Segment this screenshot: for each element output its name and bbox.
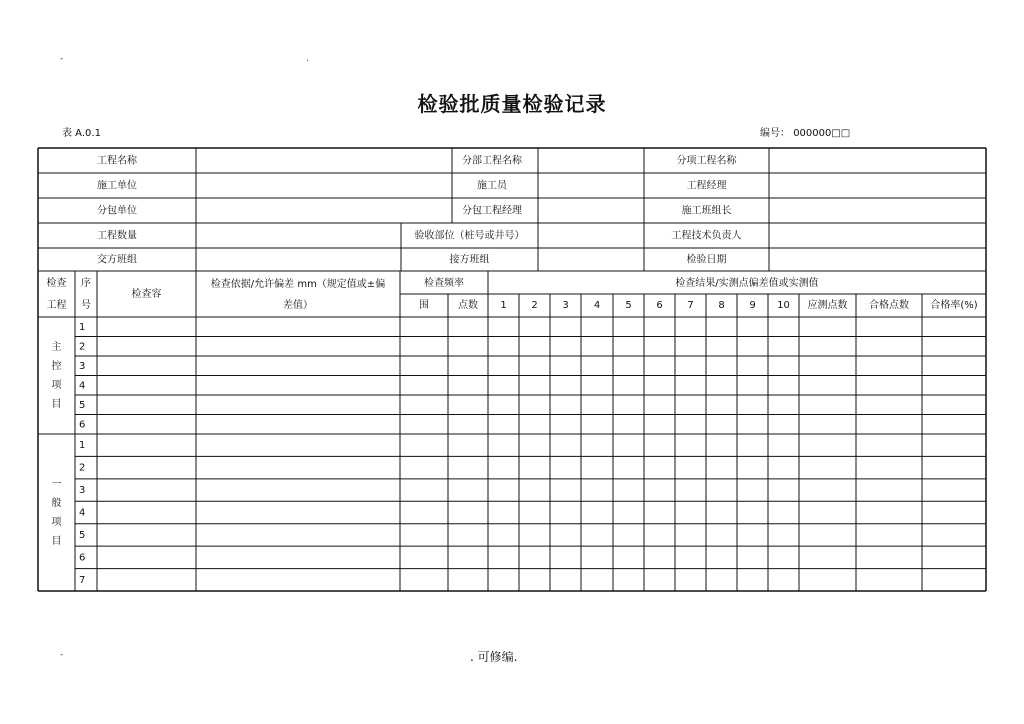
- header-seq-2: 号: [81, 300, 91, 311]
- header-point-2: 2: [531, 300, 538, 311]
- info-label-4-1: 接方班组: [449, 254, 490, 266]
- row-seq-0-0: 1: [79, 321, 86, 333]
- header-point-7: 7: [687, 300, 694, 311]
- header-qualified-points: 合格点数: [869, 300, 909, 311]
- category-label-0-1: 控: [51, 361, 62, 372]
- header-results: 检查结果/实测点偏差值或实测值: [675, 278, 819, 289]
- header-frequency-range: 围: [419, 300, 429, 311]
- category-label-0-0: 主: [51, 342, 62, 353]
- row-seq-1-1: 2: [79, 462, 86, 474]
- info-label-0-1: 分部工程名称: [462, 155, 522, 167]
- row-seq-0-1: 2: [79, 341, 86, 353]
- info-label-4-0: 交方班组: [97, 254, 137, 266]
- category-label-1-1: 般: [51, 498, 62, 509]
- category-label-1-3: 目: [51, 536, 62, 547]
- header-basis-2: 差值）: [283, 300, 313, 311]
- header-point-9: 9: [749, 300, 756, 311]
- header-content: 检查容: [131, 289, 162, 300]
- footer-left-mark: -: [60, 650, 64, 660]
- header-frequency-points: 点数: [458, 300, 478, 311]
- header-category-1: 检查: [46, 278, 67, 289]
- info-label-1-2: 工程经理: [686, 180, 727, 192]
- info-label-1-0: 施工单位: [97, 180, 137, 192]
- row-seq-0-3: 4: [79, 380, 86, 392]
- top-left-mark: -: [60, 54, 64, 64]
- category-label-0-2: 项: [51, 380, 62, 391]
- info-label-0-2: 分项工程名称: [676, 155, 737, 167]
- header-pass-rate: 合格率(%): [930, 300, 978, 311]
- row-seq-1-4: 5: [79, 529, 86, 541]
- info-label-2-0: 分包单位: [97, 205, 137, 217]
- row-seq-1-0: 1: [79, 440, 86, 452]
- footer-note: . 可修编.: [470, 650, 518, 664]
- row-seq-1-2: 3: [79, 485, 86, 497]
- top-center-mark: .: [306, 54, 309, 64]
- info-label-4-2: 检验日期: [686, 254, 727, 266]
- category-label-1-2: 项: [51, 517, 62, 528]
- info-label-2-2: 施工班组长: [681, 205, 732, 217]
- header-measured-points: 应测点数: [807, 300, 848, 311]
- row-seq-1-3: 4: [79, 507, 86, 519]
- document-number-value: 000000□□: [793, 128, 851, 139]
- header-category-2: 工程: [46, 300, 67, 311]
- info-label-3-1: 验收部位（桩号或井号）: [414, 230, 525, 242]
- info-label-2-1: 分包工程经理: [462, 205, 522, 217]
- header-frequency: 检查频率: [424, 278, 464, 289]
- category-label-0-3: 目: [51, 399, 62, 410]
- info-label-3-0: 工程数量: [97, 230, 137, 242]
- info-label-0-0: 工程名称: [97, 155, 137, 167]
- header-point-8: 8: [718, 300, 725, 311]
- header-point-5: 5: [625, 300, 632, 311]
- category-label-1-0: 一: [51, 479, 62, 490]
- row-seq-0-5: 6: [79, 419, 86, 431]
- header-seq-1: 序: [81, 278, 91, 289]
- info-label-1-1: 施工员: [477, 180, 507, 192]
- document-title: 检验批质量检验记录: [417, 92, 607, 116]
- row-seq-1-6: 7: [79, 574, 86, 586]
- info-label-3-2: 工程技术负责人: [671, 230, 742, 242]
- document-number-label: 编号：: [760, 128, 790, 139]
- header-point-6: 6: [656, 300, 663, 311]
- header-point-3: 3: [562, 300, 569, 311]
- header-basis-1: 检查依据/允许偏差 mm（规定值或±偏: [210, 279, 386, 290]
- row-seq-0-2: 3: [79, 360, 86, 372]
- header-point-10: 10: [777, 300, 790, 311]
- header-point-4: 4: [593, 300, 601, 311]
- row-seq-1-5: 6: [79, 552, 86, 564]
- form-code: 表 A.0.1: [62, 128, 101, 139]
- row-seq-0-4: 5: [79, 399, 86, 411]
- header-point-1: 1: [500, 300, 507, 311]
